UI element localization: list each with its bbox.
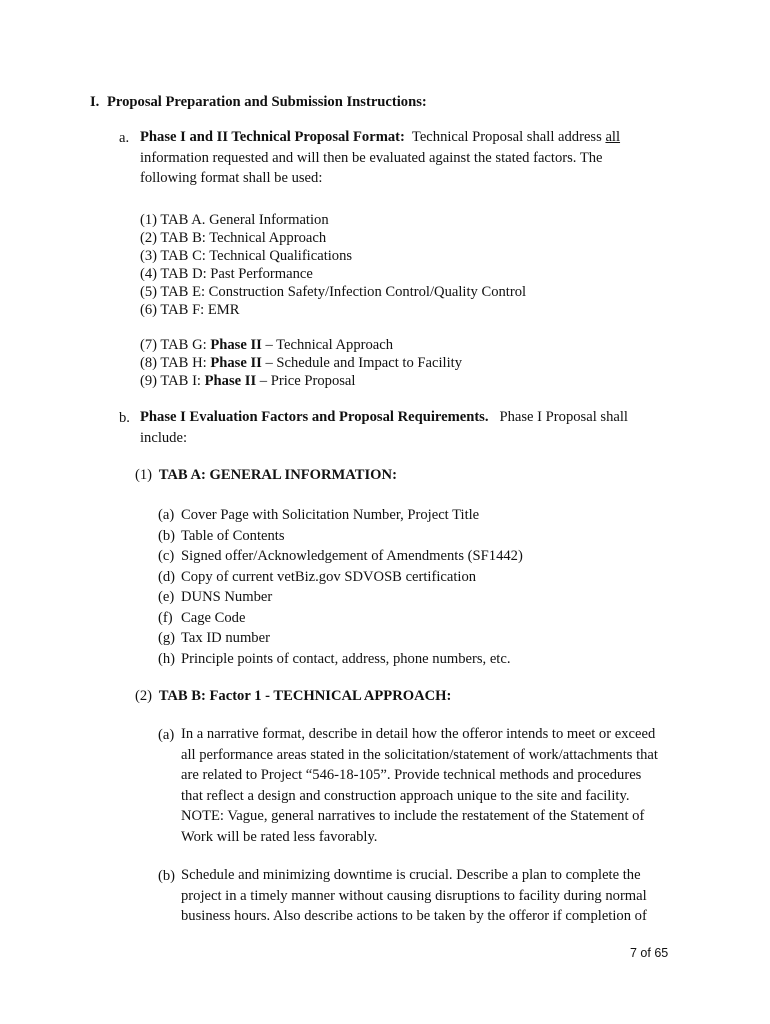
section-heading [90, 94, 427, 111]
para-line: that reflect a design and construction approach unique to the site and facility. [181, 787, 630, 804]
item-a-underlined-word: all [605, 129, 621, 145]
item-a-line-2: information requested and will then be evaluated against the stated factors. The [140, 149, 603, 166]
sub-1-marker: (1) [135, 467, 153, 483]
tab-list-item: (7) TAB G: Phase II – Technical Approach [140, 337, 394, 353]
para-line: business hours. Also describe actions to be taken by the offeror if completion of [181, 908, 647, 924]
list-item: (c) Signed offer/Acknowledgement of Amendments (SF1442) [158, 548, 523, 564]
tab-list-item: (8) TAB H: Phase II – Schedule and Impact to Facility [140, 355, 463, 371]
tab-list-item: (2) TAB B: Technical Approach [140, 230, 327, 246]
item-a-marker: a. [119, 130, 130, 146]
sub-1-title: TAB A: GENERAL INFORMATION: [158, 467, 397, 483]
sub-2-title: TAB B: Factor 1 - TECHNICAL APPROACH: [158, 688, 452, 704]
tab-list-group-1 [140, 211, 526, 319]
item-b-paragraph [140, 407, 628, 448]
tab-list-group-2 [140, 336, 462, 390]
list-item: (f) Cage Code [158, 609, 246, 626]
list-item: (a) Cover Page with Solicitation Number, Project Title [158, 507, 480, 523]
tab-list-item: (3) TAB C: Technical Qualifications [140, 248, 353, 264]
para-line: are related to Project “546-18-105”. Provide technical methods and procedures [181, 767, 642, 783]
para-line: project in a timely manner without causing disruptions to facility during normal [181, 887, 647, 904]
item-b-marker: b. [119, 410, 130, 426]
para-line: NOTE: Vague, general narratives to include the restatement of the Statement of [181, 808, 645, 824]
list-item: (b) Table of Contents [158, 527, 285, 544]
tab-list-item: (9) TAB I: Phase II – Price Proposal [140, 373, 356, 389]
para-line: Work will be rated less favorably. [181, 828, 378, 845]
sub-2-marker: (2) [135, 688, 153, 704]
para-a [181, 724, 658, 847]
tab-list-item: (4) TAB D: Past Performance [140, 266, 313, 282]
list-item: (e) DUNS Number [158, 589, 273, 605]
item-a-line-1-text: Technical Proposal shall address [411, 129, 602, 145]
section-number: I. [90, 94, 100, 110]
list-item: (d) Copy of current vetBiz.gov SDVOSB certification [158, 568, 477, 585]
section-title: Proposal Preparation and Submission Instructions: [106, 94, 427, 110]
page-number: 7 of 65 [630, 946, 669, 960]
item-b-heading: Phase I Evaluation Factors and Proposal Requirements. [140, 409, 489, 425]
tab-list-item: (5) TAB E: Construction Safety/Infection Control/Quality Control [140, 284, 527, 300]
para-b [181, 865, 647, 927]
item-b-line-1 [140, 407, 628, 428]
general-info-list [158, 505, 523, 669]
tab-list-item: (6) TAB F: EMR [140, 302, 240, 318]
list-item: (g) Tax ID number [158, 630, 270, 646]
para-line: In a narrative format, describe in detail how the offeror intends to meet or exceed [181, 726, 656, 742]
item-a-line-3: following format shall be used: [140, 170, 323, 186]
para-line: all performance areas stated in the solicitation/statement of work/attachments that [181, 746, 658, 763]
sub-1-heading [135, 467, 397, 484]
item-a-paragraph [140, 127, 620, 189]
list-item: (h) Principle points of contact, address, phone numbers, etc. [158, 650, 511, 667]
item-b-line-1-text: Phase I Proposal shall [499, 409, 628, 425]
para-line: Schedule and minimizing downtime is crucial. Describe a plan to complete the [181, 867, 641, 883]
item-a-heading: Phase I and II Technical Proposal Format: [140, 129, 405, 145]
sub-2-heading [135, 688, 451, 705]
para-b-marker: (b) [158, 868, 176, 884]
item-a-line-1 [140, 127, 620, 148]
item-b-line-2: include: [140, 429, 188, 446]
para-a-marker: (a) [158, 727, 175, 743]
tab-list-item: (1) TAB A. General Information [140, 212, 329, 228]
